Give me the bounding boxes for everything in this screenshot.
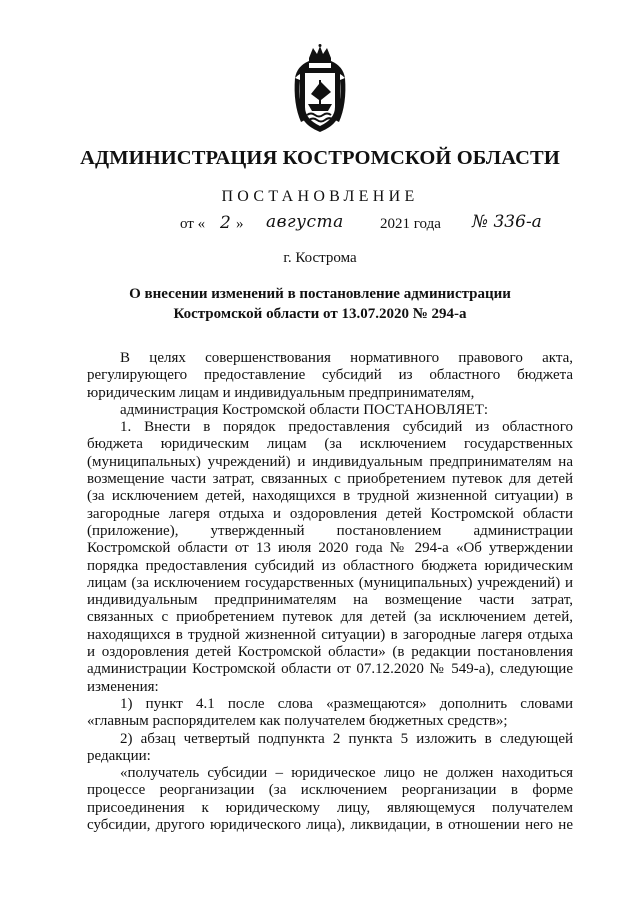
body-line: субсидии, другого юридического лица), ликвидации, в отношении него не xyxy=(87,817,573,834)
body-line: порядка предоставления субсидий из областного бюджета юридическим xyxy=(87,557,573,574)
body-line: 1) пункт 4.1 после слова «размещаются» дополнить словами xyxy=(120,695,573,712)
document-title xyxy=(88,284,552,324)
body-line: (приложение), утвержденный постановлением администрации xyxy=(87,522,573,539)
body-line: Костромской области от 13 июля 2020 года № 294-а «Об утверждении xyxy=(87,540,573,557)
body-line: присоединения к юридическому лицу, являющемуся получателем xyxy=(87,799,573,816)
document-body xyxy=(87,350,573,834)
document-type: ПОСТАНОВЛЕНИЕ xyxy=(221,188,419,205)
date-year: 2021 года xyxy=(380,216,441,232)
date-day-close: » xyxy=(236,216,244,232)
body-line: юридическим лицам и индивидуальным предпринимателям, xyxy=(87,384,475,401)
city: г. Кострома xyxy=(283,250,357,266)
body-line: редакции: xyxy=(87,747,151,764)
date-prefix: от « xyxy=(180,216,206,232)
body-line: процессе реорганизации (за исключением реорганизации в форме xyxy=(87,782,573,799)
body-line: (муниципальных) учреждений) и индивидуальным предпринимателям на xyxy=(87,453,573,470)
body-line: находящихся в трудной жизненной ситуации) в загородные лагеря отдыха xyxy=(87,626,573,643)
title-line: О внесении изменений в постановление администрации xyxy=(129,286,511,302)
body-line: 1. Внести в порядок предоставления субсидий из областного xyxy=(120,419,573,436)
body-line: связанных с приобретением путевок для детей (за исключением детей, xyxy=(87,609,573,626)
body-line: (за исключением детей, находящихся в трудной жизненной ситуации) в xyxy=(87,488,573,505)
body-line: и оздоровления детей Костромской области» (в редакции постановления xyxy=(87,644,573,661)
title-line: Костромской области от 13.07.2020 № 294-а xyxy=(173,306,467,322)
body-line: регулирующего предоставление субсидий из областного бюджета xyxy=(87,367,573,384)
body-line: В целях совершенствования нормативного правового акта, xyxy=(120,350,573,366)
body-line: загородные лагеря отдыха и оздоровления детей Костромской области xyxy=(87,505,573,522)
date-month: августа xyxy=(266,212,344,232)
body-line: лицам (за исключением государственных (муниципальных) учреждений) и xyxy=(87,574,573,591)
document-number: № 336-а xyxy=(472,212,542,232)
body-line: администрация Костромской области ПОСТАНОВЛЯЕТ: xyxy=(120,401,489,418)
body-line: бюджета юридическим лицам (за исключением государственных xyxy=(87,436,573,453)
organization-title: АДМИНИСТРАЦИЯ КОСТРОМСКОЙ ОБЛАСТИ xyxy=(80,147,560,169)
body-line: возмещение части затрат, связанных с приобретением путевок для детей xyxy=(87,471,573,488)
body-line: индивидуальным предпринимателям на возмещение части затрат, xyxy=(87,592,573,609)
body-line: изменения: xyxy=(87,678,159,695)
date-day: 2 xyxy=(220,213,231,233)
body-line: 2) абзац четвертый подпункта 2 пункта 5 изложить в следующей xyxy=(120,730,573,747)
coat-of-arms-icon xyxy=(287,44,353,138)
body-line: «главным распорядителем как получателем бюджетных средств»; xyxy=(87,713,508,730)
body-line: администрации Костромской области от 07.12.2020 № 549-а), следующие xyxy=(87,661,573,678)
body-line: «получатель субсидии – юридическое лицо не должен находиться xyxy=(120,765,573,782)
